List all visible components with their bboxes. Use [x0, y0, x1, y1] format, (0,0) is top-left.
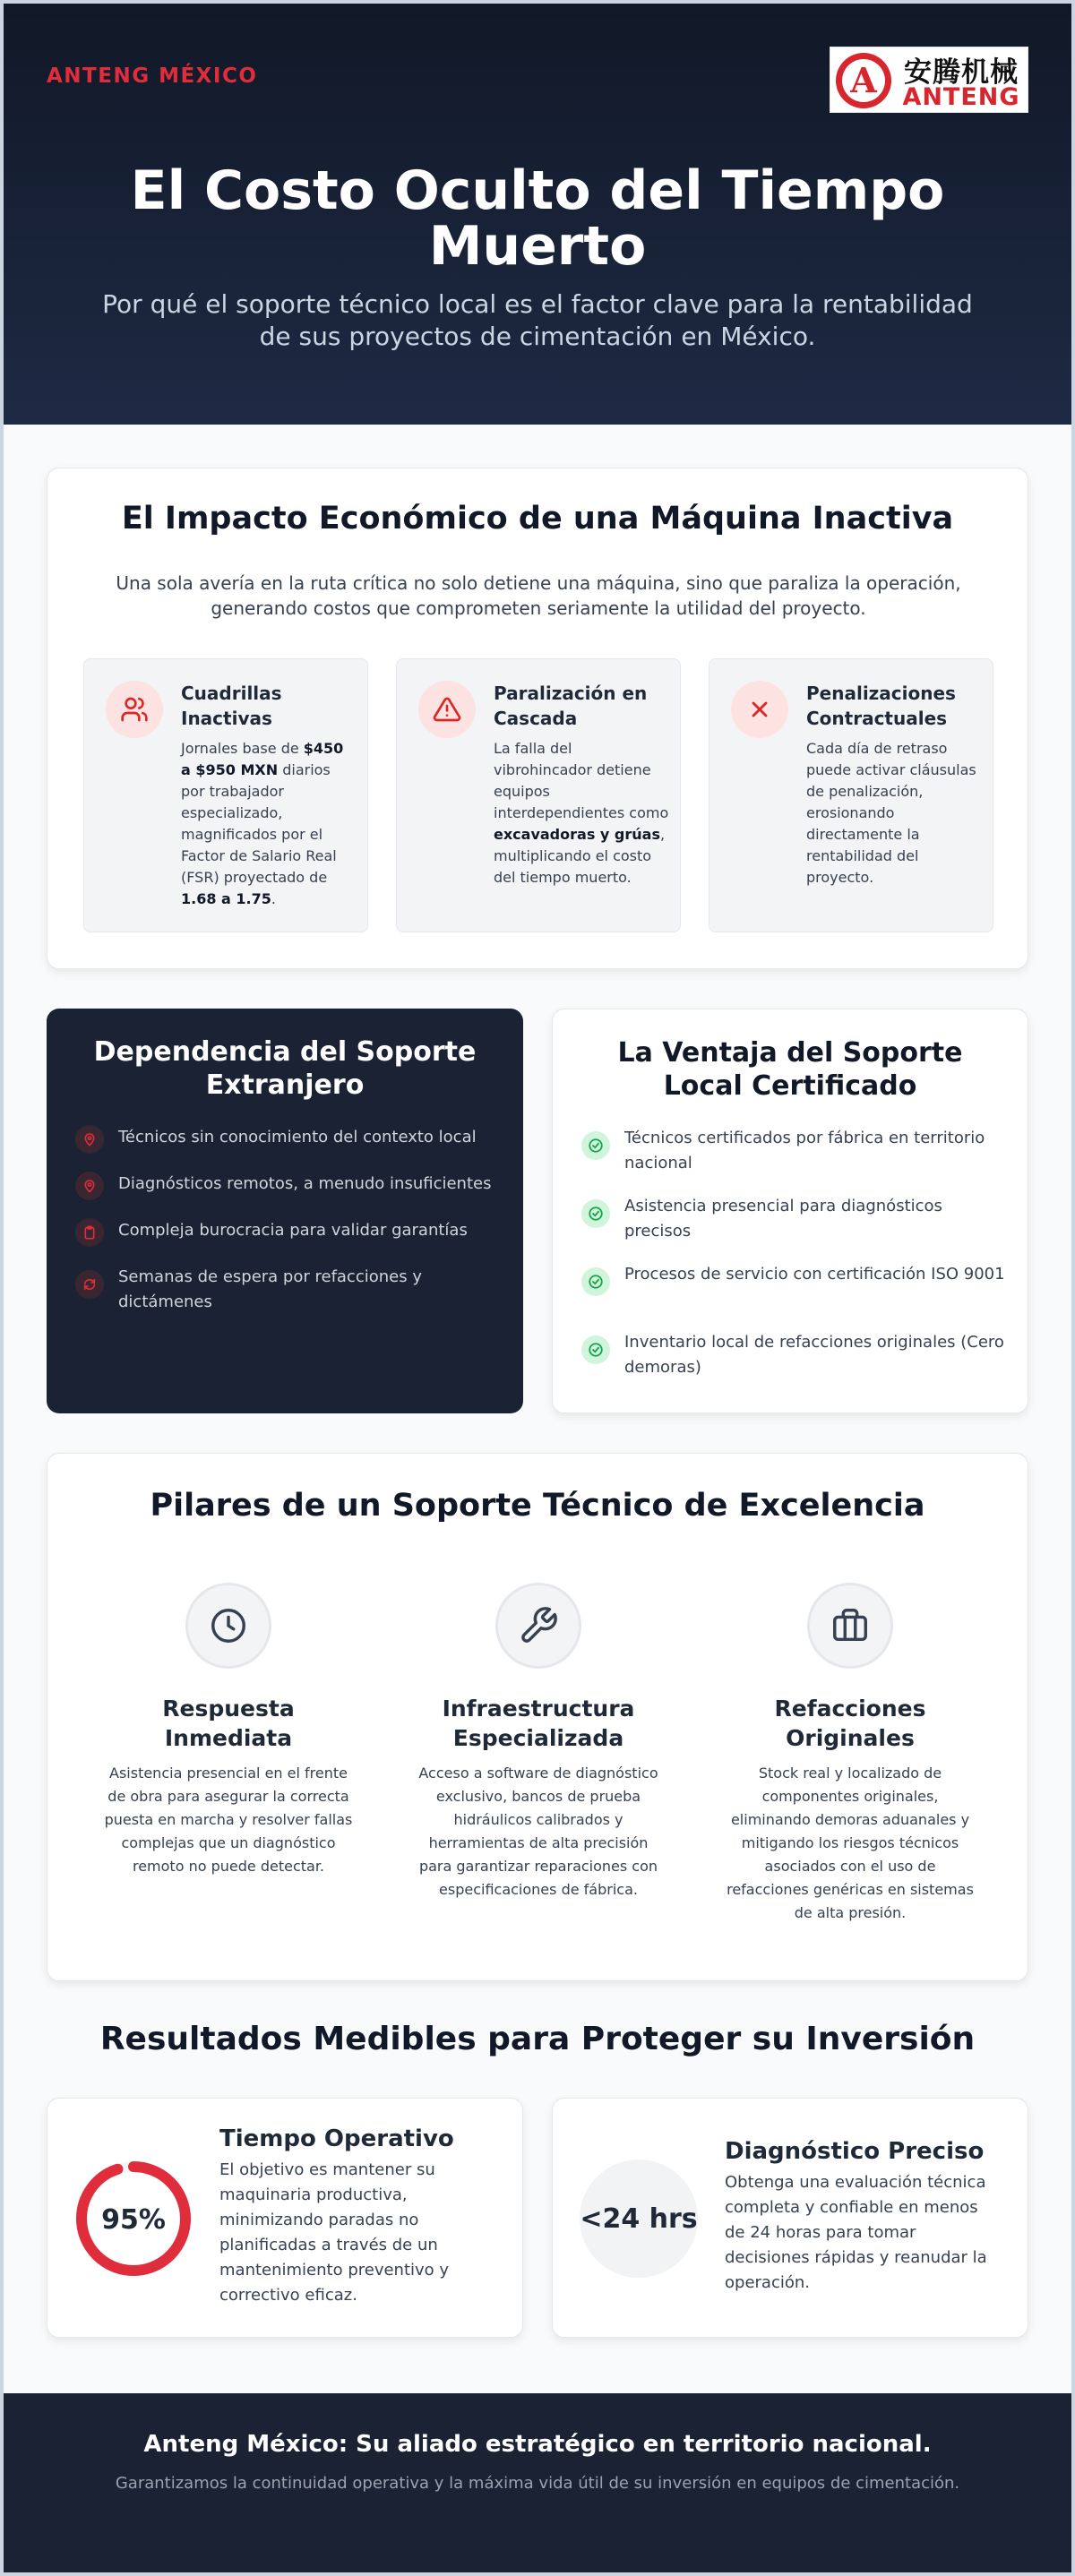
impact-description: Una sola avería en la ruta crítica no solo detiene una máquina, sino que paraliza la operación, generando costos que comprometen seriamente la utilidad del proyecto. — [116, 572, 961, 619]
impact-card-text: La falla del vibrohincador detiene equipos interdependientes como excavadoras y grúas, multiplicando el costo del tiempo muerto. — [494, 740, 669, 886]
logo-chinese-text: 安腾机械 — [904, 56, 1019, 89]
pillar-title: Respuesta Inmediata — [162, 1696, 295, 1751]
pin-icon — [75, 1172, 104, 1200]
page-footer — [4, 2393, 1071, 2572]
infographic-page — [4, 4, 1071, 2572]
pillar-text: Stock real y localizado de componentes originales, eliminando demoras aduanales y mitigando los riesgos técnicos asociados con el uso de refacciones genéricas en sistemas de alta presión. — [727, 1765, 974, 1921]
list-item-text: Procesos de servicio con certificación ISO 9001 — [624, 1265, 1005, 1284]
x-icon — [731, 681, 788, 738]
wrench-icon — [495, 1583, 581, 1669]
impact-card-text: Cada día de retraso puede activar cláusulas de penalización, erosionando directamente la rentabilidad del proyecto. — [806, 740, 976, 886]
logo-english-text: ANTENG — [902, 83, 1020, 111]
pillars-title: Pilares de un Soporte Técnico de Excelencia — [150, 1488, 925, 1524]
local-support-card — [552, 1009, 1028, 1413]
local-support-title: La Ventaja del Soporte Local Certificado — [617, 1037, 963, 1102]
list-item-text: Técnicos sin conocimiento del contexto local — [118, 1128, 477, 1146]
warning-icon — [418, 681, 476, 738]
refresh-icon — [75, 1270, 104, 1299]
briefcase-icon — [807, 1583, 893, 1669]
pillar-title: Refacciones Originales — [774, 1696, 926, 1751]
result-text: El objetivo es mantener su maquinaria productiva, minimizando paradas no planificadas a través de un mantenimiento preventivo y correctivo eficaz. — [219, 2160, 450, 2305]
diagnosis-value: <24 hrs — [580, 2160, 698, 2278]
check-icon — [581, 1131, 610, 1160]
pillars-section — [47, 1453, 1028, 1981]
list-item-text: Diagnósticos remotos, a menudo insuficientes — [118, 1174, 492, 1193]
list-item-text: Semanas de espera por refacciones y dictámenes — [118, 1267, 422, 1311]
result-text: Obtenga una evaluación técnica completa y confiable en menos de 24 horas para tomar decisiones rápidas y reanudar la operación. — [725, 2173, 987, 2292]
results-title: Resultados Medibles para Proteger su Inversión — [99, 2021, 976, 2057]
list-item-text: Inventario local de refacciones originales (Cero demoras) — [624, 1333, 1004, 1377]
pillar-title: Infraestructura Especializada — [442, 1696, 635, 1751]
logo-mark-icon — [836, 53, 891, 108]
footer-subtitle: Garantizamos la continuidad operativa y la máxima vida útil de su inversión en equipos de cimentación. — [115, 2474, 960, 2493]
pin-icon — [75, 1125, 104, 1154]
impact-card-penalties — [709, 658, 993, 932]
impact-card-title: Penalizaciones Contractuales — [806, 683, 956, 729]
uptime-value: 95% — [101, 2204, 166, 2236]
check-icon — [581, 1199, 610, 1228]
foreign-support-card — [47, 1009, 523, 1413]
impact-card-crews — [83, 658, 368, 932]
impact-title: El Impacto Económico de una Máquina Inactiva — [121, 501, 954, 537]
impact-card-cascade — [396, 658, 681, 932]
pillar-text: Acceso a software de diagnóstico exclusivo, bancos de prueba hidráulicos calibrados y herramientas de alta precisión para garantizar reparaciones con especificaciones de fábrica. — [418, 1765, 658, 1898]
check-icon — [581, 1335, 610, 1364]
page-title: El Costo Oculto del Tiempo Muerto — [130, 159, 945, 278]
impact-card-title: Cuadrillas Inactivas — [181, 683, 282, 729]
result-card-uptime — [47, 2098, 523, 2338]
impact-card-text: Jornales base de $450 a $950 MXN diarios por trabajador especializado, magnificados por el Factor de Salario Real (FSR) proyectado de 1.68 a 1.75. — [181, 740, 344, 907]
uptime-gauge — [74, 2160, 193, 2278]
company-logo — [830, 47, 1028, 113]
list-item-text: Asistencia presencial para diagnósticos precisos — [624, 1197, 942, 1241]
result-card-diagnosis — [552, 2098, 1028, 2338]
impact-card-title: Paralización en Cascada — [494, 683, 648, 729]
foreign-support-title: Dependencia del Soporte Extranjero — [93, 1036, 477, 1101]
list-item-text: Compleja burocracia para validar garantías — [118, 1221, 468, 1240]
clock-icon — [185, 1583, 271, 1669]
logo-mark-letter: A — [842, 59, 885, 102]
pillar-text: Asistencia presencial en el frente de obra para asegurar la correcta puesta en marcha y resolver fallas complejas que un diagnóstico remoto no puede detectar. — [104, 1765, 353, 1875]
footer-title: Anteng México: Su aliado estratégico en territorio nacional. — [143, 2431, 932, 2458]
result-title: Diagnóstico Preciso — [725, 2138, 985, 2165]
check-icon — [581, 1267, 610, 1296]
brand-name: ANTENG MÉXICO — [47, 64, 258, 88]
clipboard-icon — [75, 1218, 104, 1247]
result-title: Tiempo Operativo — [219, 2125, 454, 2152]
hero-header — [4, 4, 1071, 425]
page-subtitle: Por qué el soporte técnico local es el factor clave para la rentabilidad de sus proyectos de cimentación en México. — [102, 289, 973, 351]
users-icon — [106, 681, 163, 738]
list-item-text: Técnicos certificados por fábrica en territorio nacional — [624, 1129, 985, 1172]
impact-section — [47, 468, 1028, 969]
